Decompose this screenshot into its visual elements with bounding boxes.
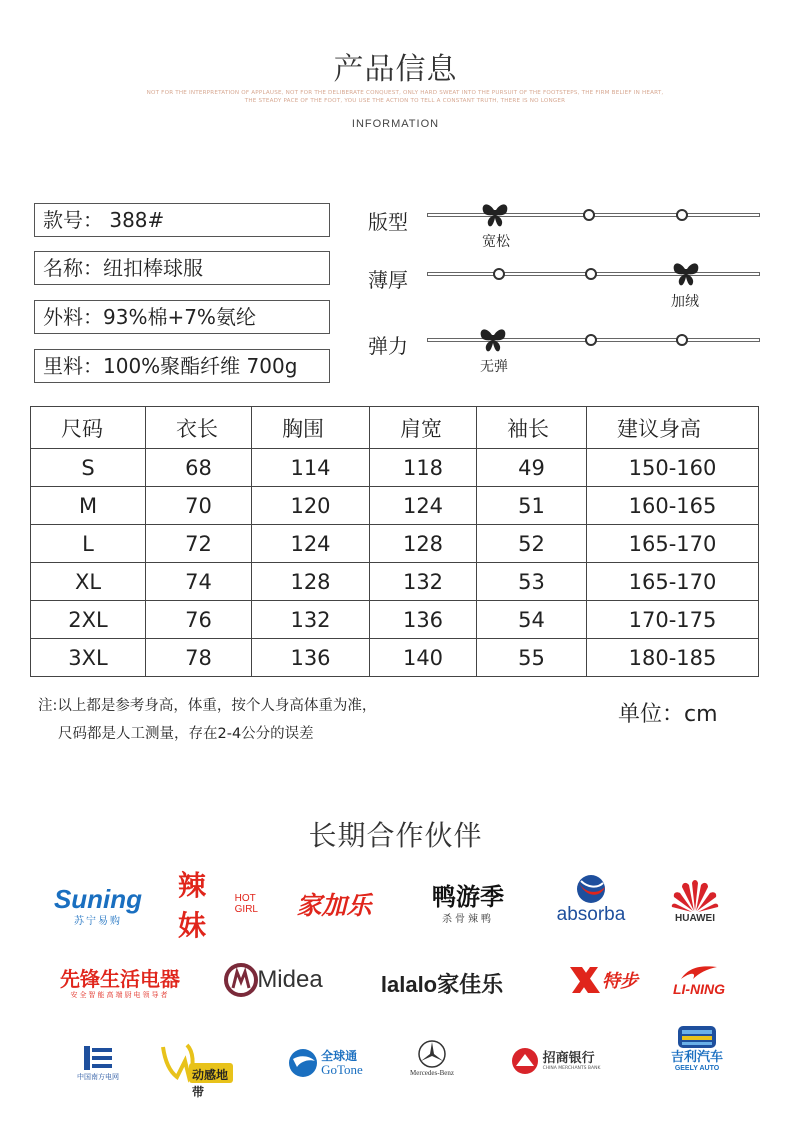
scale-label: 薄厚 [368,268,408,292]
style-number-field: 款号： 388# [34,203,330,237]
mzone-logo [158,1040,238,1099]
scale-option-dot [585,334,597,346]
table-row [31,449,759,487]
scale-marker-label: 无弹 [480,359,508,375]
tagline-text: NOT FOR THE INTERPRETATION OF APPLAUSE, NOT FOR THE DELIBERATE CONQUEST, ONLY HARD SWEAT INTO THE PURSUIT OF THE FOOTSTEPS, THE FIRM BELIEF IN HEART, THE STEADY PACE OF THE FOOT, YOU USE THE ACTION TO TELL A CONSTANT TRUTH, THERE IS NO LONGER [146,90,664,104]
yayouji-logo [418,880,518,928]
size-table [30,406,759,677]
table-cell: 165-170 [587,563,759,601]
lamei-logo-sub: HOT GIRL [234,893,258,915]
table-cell: 68 [146,449,252,487]
gotone-globe-icon [287,1047,319,1079]
midea-logo-text: Midea [257,966,323,993]
huawei-logo [664,872,726,928]
table-row [31,601,759,639]
measurement-note: 尺码都是人工测量，存在2-4公分的误差 [58,726,314,742]
table-cell: 76 [146,601,252,639]
xtep-logo [560,962,646,998]
geely-logo-sub: GEELY AUTO [674,1065,720,1072]
table-cell: 132 [252,601,370,639]
table-cell: M [31,487,146,525]
xtep-logo-text: 特步 [602,971,638,992]
table-cell: 118 [370,449,477,487]
xianfeng-logo-sub: 安全智能高端厨电领导者 [70,991,170,999]
geely-logo-text: 吉利汽车 [670,1050,723,1065]
yayouji-logo-sub: 杀骨辣鸭 [442,913,494,925]
southern-grid-icon [80,1044,116,1072]
table-header-cell: 衣长 [146,407,252,449]
southern-grid-logo-text: 中国南方电网 [77,1073,119,1081]
southern-grid-logo [66,1040,130,1086]
jiajiale-logo-text: 家加乐 [296,891,372,920]
table-cell: 49 [477,449,587,487]
cmb-logo-text: 招商银行 [542,1051,595,1066]
table-cell: L [31,525,146,563]
lamei-logo [178,869,260,942]
butterfly-icon [480,200,510,230]
table-cell: 165-170 [587,525,759,563]
yayouji-logo-text: 鸭游季 [432,882,504,911]
partners-title: 长期合作伙伴 [308,819,483,852]
table-cell: 124 [370,487,477,525]
table-cell: 180-185 [587,639,759,677]
gotone-logo [280,1040,370,1086]
midea-logo [222,960,324,1000]
table-cell: 120 [252,487,370,525]
outer-material-field: 外料：93%棉+7%氨纶 [34,300,330,334]
lining-logo-text: LI-NING [672,981,726,997]
section-subtitle: INFORMATION [351,118,440,130]
scale-option-dot [676,334,688,346]
mzone-logo-text: 动感地带 [192,1068,229,1099]
scale-option-dot [583,209,595,221]
jiajiale2-logo [362,966,522,1000]
page-title: 产品信息 [333,52,458,87]
table-header-cell: 袖长 [477,407,587,449]
cmb-logo-sub: CHINA MERCHANTS BANK [542,1066,601,1071]
table-cell: 70 [146,487,252,525]
midea-ring-icon [223,962,259,998]
table-cell: 114 [252,449,370,487]
table-cell: 140 [370,639,477,677]
scale-label: 弹力 [368,334,408,358]
table-cell: 78 [146,639,252,677]
scale-option-dot [585,268,597,280]
table-row [31,525,759,563]
suning-logo-sub: 苏宁易购 [74,915,122,927]
table-header-cell: 尺码 [31,407,146,449]
table-cell: 132 [370,563,477,601]
table-cell: 136 [252,639,370,677]
scale-marker-label: 宽松 [482,234,510,250]
table-row [31,487,759,525]
lining-swoosh-icon [679,963,719,981]
table-cell: 72 [146,525,252,563]
table-header-row [31,407,759,449]
xianfeng-logo-text: 先锋生活电器 [60,967,180,991]
mercedes-logo-text: Mercedes-Benz [410,1069,454,1077]
table-header-cell: 肩宽 [370,407,477,449]
cmb-logo [500,1044,610,1078]
table-cell: 128 [252,563,370,601]
table-cell: 54 [477,601,587,639]
table-header-cell: 胸围 [252,407,370,449]
table-header-cell: 建议身高 [587,407,759,449]
cmb-emblem-icon [510,1046,540,1076]
xianfeng-logo [54,964,186,1004]
jiajiale-logo [285,886,383,922]
suning-logo-text: Suning [53,883,143,914]
table-cell: 52 [477,525,587,563]
xtep-x-icon [568,965,602,995]
lining-logo [664,960,734,1000]
absorba-logo-text: absorba [556,904,626,925]
table-cell: XL [31,563,146,601]
lamei-logo-text: 辣妹 [178,869,207,942]
geely-logo [660,1020,734,1076]
table-cell: 160-165 [587,487,759,525]
scale-marker-label: 加绒 [671,294,699,310]
absorba-emblem-icon [571,873,611,905]
table-cell: 55 [477,639,587,677]
scale-label: 版型 [368,210,408,234]
absorba-logo [546,872,636,926]
scale-option-dot [676,209,688,221]
suning-logo [52,884,144,928]
table-cell: 51 [477,487,587,525]
table-cell: 53 [477,563,587,601]
table-row [31,563,759,601]
table-cell: 74 [146,563,252,601]
measurement-note: 注:以上都是参考身高，体重，按个人身高体重为准， [38,698,377,714]
table-cell: 128 [370,525,477,563]
jiajiale2-logo-text: lalalo家佳乐 [380,971,504,997]
table-row [31,639,759,677]
lining-material-field: 里料：100%聚酯纤维 700g [34,349,330,383]
huawei-logo-text: HUAWEI [675,912,715,924]
table-cell: 136 [370,601,477,639]
table-cell: 124 [252,525,370,563]
mercedes-star-icon [417,1039,447,1069]
gotone-logo-text: 全球通 [321,1049,358,1063]
geely-shield-icon [676,1024,718,1050]
table-cell: 3XL [31,639,146,677]
table-cell: 150-160 [587,449,759,487]
table-cell: S [31,449,146,487]
scale-option-dot [493,268,505,280]
butterfly-icon [478,325,508,355]
unit-label: 单位：cm [618,702,718,727]
product-name-field: 名称：纽扣棒球服 [34,251,330,285]
butterfly-icon [671,259,701,289]
table-cell: 2XL [31,601,146,639]
table-cell: 170-175 [587,601,759,639]
mercedes-logo [400,1034,464,1082]
gotone-logo-sub: GoTone [321,1062,363,1077]
huawei-petals-icon [670,877,720,913]
